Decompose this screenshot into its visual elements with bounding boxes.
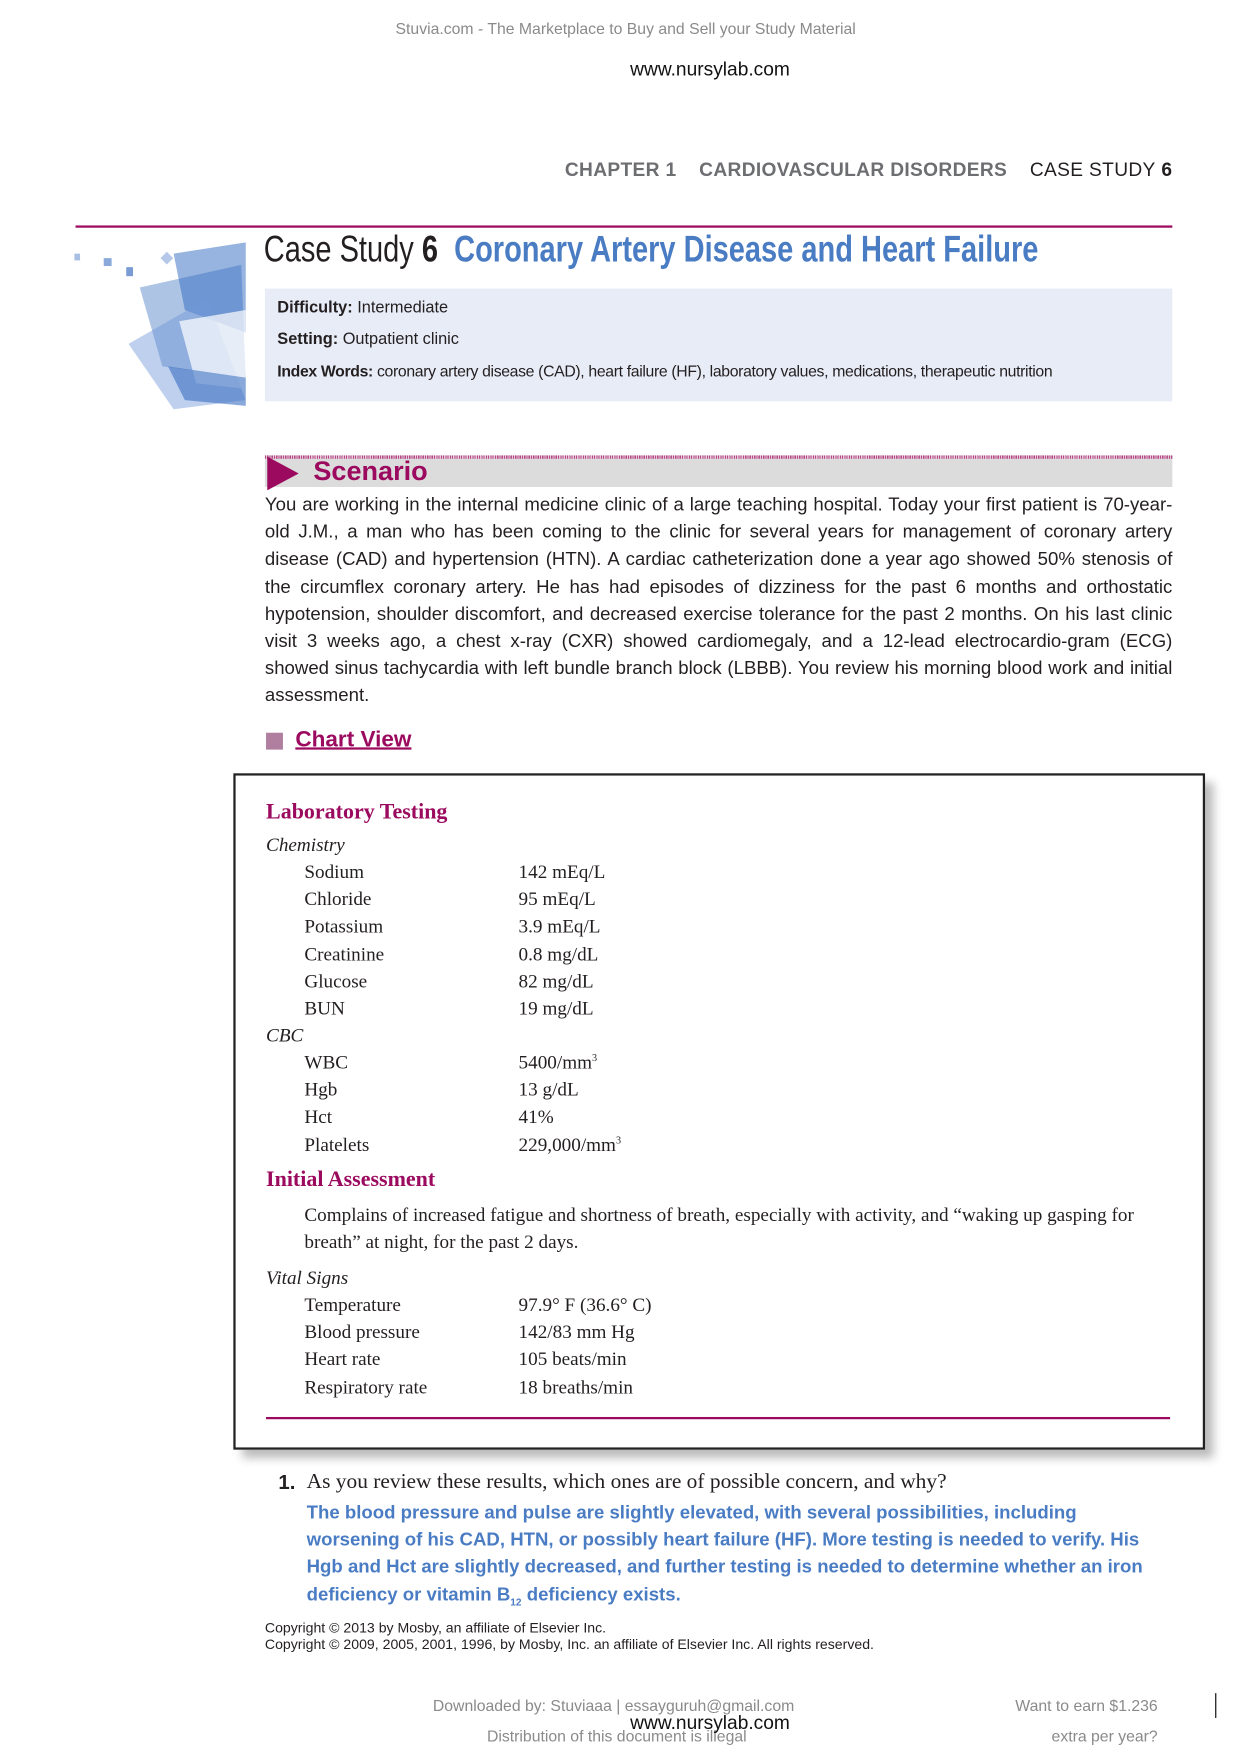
earn-line-1[interactable]: Want to earn $1.236	[1015, 1696, 1158, 1715]
downloaded-by: Downloaded by: Stuviaaa | essayguruh@gmail.com	[432, 1696, 795, 1715]
chapter-label: CHAPTER 1	[564, 158, 677, 181]
page-title	[264, 228, 1039, 271]
edge-mark	[1215, 1693, 1216, 1718]
cbc-value	[519, 1052, 598, 1075]
value-text: 95 mEq/L	[518, 888, 596, 910]
value-text: 142/83 mm Hg	[518, 1321, 635, 1343]
vitals-value	[519, 1376, 633, 1399]
chart-view-heading: Chart View	[295, 727, 412, 752]
cbc-name: Hct	[304, 1106, 333, 1128]
question-text: As you review these results, which ones are of possible concern, and why?	[306, 1469, 947, 1494]
value-text: 18 breaths/min	[518, 1375, 633, 1398]
earn-line-2[interactable]: extra per year?	[1051, 1726, 1158, 1746]
value-text: 13 g/dL	[518, 1079, 579, 1101]
title-text: Coronary Artery Disease and Heart Failure	[454, 227, 1039, 270]
chemistry-value	[519, 970, 594, 993]
value-text: 97.9° F (36.6° C)	[518, 1294, 652, 1316]
vitals-name: Blood pressure	[304, 1321, 420, 1343]
chemistry-value	[519, 998, 594, 1021]
case-label: CASE STUDY	[1029, 158, 1156, 181]
value-superscript: 3	[592, 1052, 598, 1064]
question-number: 1.	[278, 1471, 296, 1494]
title-prefix: Case Study	[263, 227, 414, 270]
difficulty-value: Intermediate	[357, 298, 449, 317]
chemistry-name: Sodium	[304, 861, 365, 883]
case-number: 6	[1161, 158, 1173, 181]
value-text: 0.8 mg/dL	[518, 943, 599, 965]
triangle-marker-icon	[267, 457, 301, 491]
initial-assessment-heading: Initial Assessment	[266, 1167, 436, 1192]
answer-subscript: 12	[510, 1596, 522, 1608]
square-marker-icon	[266, 733, 283, 750]
difficulty-label: Difficulty:	[277, 298, 353, 317]
cbc-label: CBC	[266, 1024, 304, 1047]
cbc-value	[519, 1134, 621, 1157]
chemistry-label: Chemistry	[266, 834, 345, 856]
vitals-name: Temperature	[304, 1294, 401, 1316]
chemistry-value	[519, 861, 606, 884]
value-text: 229,000/mm	[518, 1133, 616, 1155]
vitals-value	[519, 1349, 627, 1372]
cbc-name: WBC	[304, 1051, 349, 1074]
answer-main: The blood pressure and pulse are slightly elevated, with several possibilities, including worsening of his CAD, HTN, or possibly heart failure (HF). More testing is needed to verify. His Hgb and Hct are slightly decreased, and further testing is needed to determine whether an iron deficiency or vitamin B	[306, 1502, 1143, 1605]
setting-value: Outpatient clinic	[342, 330, 459, 349]
scenario-heading: Scenario	[313, 456, 428, 487]
chemistry-name: Potassium	[304, 915, 384, 938]
chemistry-value	[519, 889, 596, 912]
cbc-value	[519, 1106, 554, 1129]
section-label: CARDIOVASCULAR DISORDERS	[699, 158, 1008, 181]
vitals-name: Heart rate	[304, 1348, 381, 1371]
index-words-value: coronary artery disease (CAD), heart failure (HF), laboratory values, medications, therapeutic nutrition	[376, 361, 1053, 380]
index-words-label: Index Words:	[277, 361, 373, 380]
title-number: 6	[421, 227, 438, 270]
chemistry-name: Glucose	[304, 970, 368, 992]
value-text: 5400/mm	[518, 1051, 593, 1074]
running-header	[565, 159, 1173, 182]
watermark-site-bottom: www.nursylab.com	[630, 1712, 790, 1734]
assessment-text: Complains of increased fatigue and shortness of breath, especially with activity, and “waking up gasping for breath” at night, for the past 2 days.	[304, 1203, 1134, 1253]
copyright-2: Copyright © 2009, 2005, 2001, 1996, by Mosby, Inc. an affiliate of Elsevier Inc. All rights reserved.	[264, 1636, 874, 1653]
cbc-name: Platelets	[304, 1133, 370, 1155]
value-text: 142 mEq/L	[518, 861, 606, 883]
vitals-name: Respiratory rate	[304, 1375, 428, 1398]
vitals-value	[519, 1294, 652, 1317]
value-superscript: 3	[615, 1133, 622, 1146]
setting-label: Setting:	[277, 330, 339, 349]
watermark-top: Stuvia.com - The Marketplace to Buy and Sell your Study Material	[395, 19, 856, 38]
chemistry-name: BUN	[304, 997, 345, 1020]
chemistry-name: Chloride	[304, 888, 372, 910]
chemistry-value	[519, 916, 601, 939]
case-meta-box	[265, 289, 1172, 402]
distribution-notice: Distribution of this document is illegal	[486, 1726, 747, 1746]
answer-text	[307, 1499, 1175, 1615]
value-text: 82 mg/dL	[518, 970, 594, 992]
chemistry-name: Creatinine	[304, 943, 385, 965]
watermark-site: www.nursylab.com	[630, 58, 790, 81]
chart-view-box	[233, 773, 1205, 1449]
vitals-value	[519, 1321, 635, 1344]
scenario-text: You are working in the internal medicine clinic of a large teaching hospital. Today your first patient is 70-year-old J.M., a man who has been coming to the clinic for several years for management of coronary artery disease (CAD) and hypertension (HTN). A cardiac catheterization done a year ago showed 50% stenosis of the circumflex coronary artery. He has had episodes of dizziness for the past 6 months and orthostatic hypotension, shoulder discomfort, and decreased exercise tolerance for the past 2 months. On his last clinic visit 3 weeks ago, a chest x-ray (CXR) showed cardiomegaly, and a 12-lead electrocardio-gram (ECG) showed sinus tachycardia with left bundle branch block (LBBB). You review his morning blood work and initial assessment.	[264, 494, 1173, 707]
value-text: 3.9 mEq/L	[518, 915, 601, 938]
vital-signs-label: Vital Signs	[266, 1267, 349, 1289]
cbc-name: Hgb	[304, 1079, 338, 1101]
chemistry-value	[519, 943, 599, 966]
cbc-value	[519, 1079, 579, 1102]
value-text: 19 mg/dL	[518, 997, 594, 1020]
answer-end: deficiency exists.	[521, 1584, 681, 1605]
copyright-1: Copyright © 2013 by Mosby, an affiliate of Elsevier Inc.	[264, 1619, 607, 1636]
lab-testing-heading: Laboratory Testing	[266, 800, 448, 825]
chart-bottom-rule	[266, 1417, 1170, 1419]
decorative-squares-graphic	[72, 242, 248, 411]
value-text: 105 beats/min	[518, 1348, 627, 1371]
value-text: 41%	[518, 1106, 554, 1128]
